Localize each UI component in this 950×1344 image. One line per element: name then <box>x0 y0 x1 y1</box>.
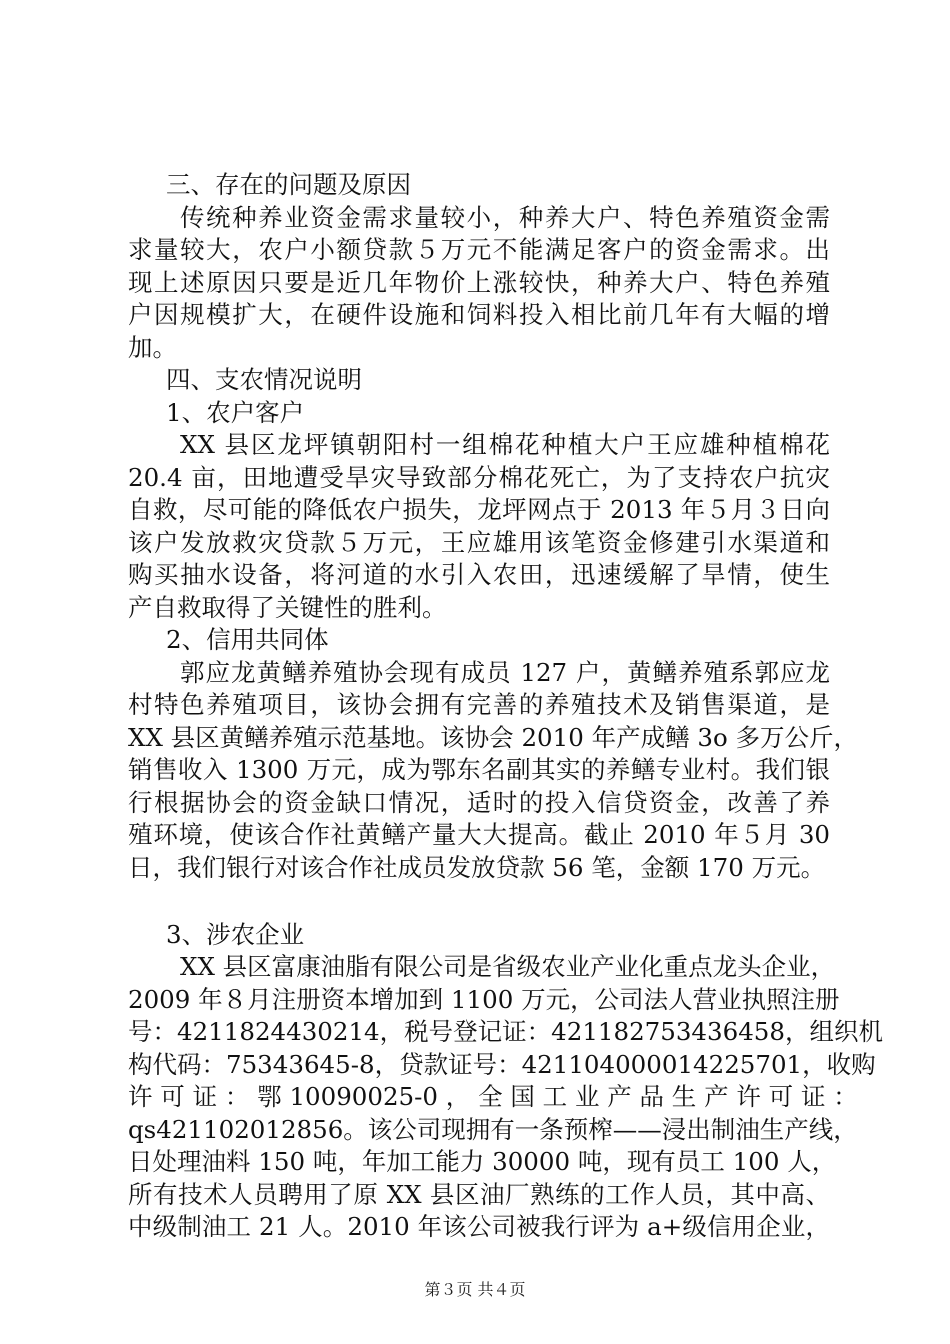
paragraph-line: 加。 <box>128 333 177 362</box>
paragraph-line: 行根据协会的资金缺口情况，适时的投入信贷资金，改善了养 <box>128 788 830 817</box>
subsection-heading: 2、信用共同体 <box>166 625 329 654</box>
paragraph-line: XX 县区黄鳝养殖示范基地。该协会 2010 年产成鳝 3o 多万公斤， <box>128 723 859 752</box>
section-heading: 三、存在的问题及原因 <box>166 170 411 199</box>
paragraph-line: 产自救取得了关键性的胜利。 <box>128 593 447 622</box>
section-heading: 四、支农情况说明 <box>166 365 362 394</box>
paragraph-line: 20.4 亩，田地遭受旱灾导致部分棉花死亡，为了支持农户抗灾 <box>128 463 830 492</box>
paragraph-line: 构代码：75343645-8，贷款证号：421104000014225701，收购 <box>128 1050 876 1079</box>
paragraph-line: 购买抽水设备，将河道的水引入农田，迅速缓解了旱情，使生 <box>128 560 830 589</box>
subsection-heading: 3、涉农企业 <box>166 920 305 949</box>
paragraph-line: 求量较大，农户小额贷款５万元不能满足客户的资金需求。出 <box>128 235 830 264</box>
paragraph-line: XX 县区龙坪镇朝阳村一组棉花种植大户王应雄种植棉花 <box>180 430 830 459</box>
paragraph-line: 传统种养业资金需求量较小，种养大户、特色养殖资金需 <box>180 203 830 232</box>
paragraph-line: XX 县区富康油脂有限公司是省级农业产业化重点龙头企业， <box>180 952 836 981</box>
paragraph-line: 日处理油料 150 吨，年加工能力 30000 吨，现有员工 100 人， <box>128 1147 837 1176</box>
paragraph-line: 销售收入 1300 万元，成为鄂东名副其实的养鳝专业村。我们银 <box>128 755 830 784</box>
paragraph-line: 许 可 证 ： 鄂 10090025-0 ， 全 国 工 业 产 品 生 产 许 可 证 ： <box>128 1082 858 1111</box>
page-number-footer: 第３页 共４页 <box>424 1280 526 1299</box>
paragraph-line: 日，我们银行对该合作社成员发放贷款 56 笔，金额 170 万元。 <box>128 853 826 882</box>
paragraph-line: 中级制油工 21 人。2010 年该公司被我行评为 a+级信用企业， <box>128 1212 830 1241</box>
paragraph-line: 号：4211824430214，税号登记证：421182753436458，组织机 <box>128 1017 883 1046</box>
paragraph-line: 自救，尽可能的降低农户损失，龙坪网点于 2013 年５月３日向 <box>128 495 830 524</box>
paragraph-line: qs421102012856。该公司现拥有一条预榨——浸出制油生产线， <box>128 1115 858 1144</box>
paragraph-line: 户因规模扩大，在硬件设施和饲料投入相比前几年有大幅的增 <box>128 300 830 329</box>
paragraph-line: 村特色养殖项目，该协会拥有完善的养殖技术及销售渠道，是 <box>128 690 830 719</box>
paragraph-line: 该户发放救灾贷款５万元，王应雄用该笔资金修建引水渠道和 <box>128 528 830 557</box>
paragraph-line: 殖环境，使该合作社黄鳝产量大大提高。截止 2010 年５月 30 <box>128 820 830 849</box>
paragraph-line: 郭应龙黄鳝养殖协会现有成员 127 户，黄鳝养殖系郭应龙 <box>180 658 830 687</box>
paragraph-line: 所有技术人员聘用了原 XX 县区油厂熟练的工作人员，其中高、 <box>128 1180 830 1209</box>
subsection-heading: 1、农户客户 <box>166 398 305 427</box>
paragraph-line: 现上述原因只要是近几年物价上涨较快，种养大户、特色养殖 <box>128 268 830 297</box>
paragraph-line: 2009 年８月注册资本增加到 1100 万元，公司法人营业执照注册 <box>128 985 840 1014</box>
